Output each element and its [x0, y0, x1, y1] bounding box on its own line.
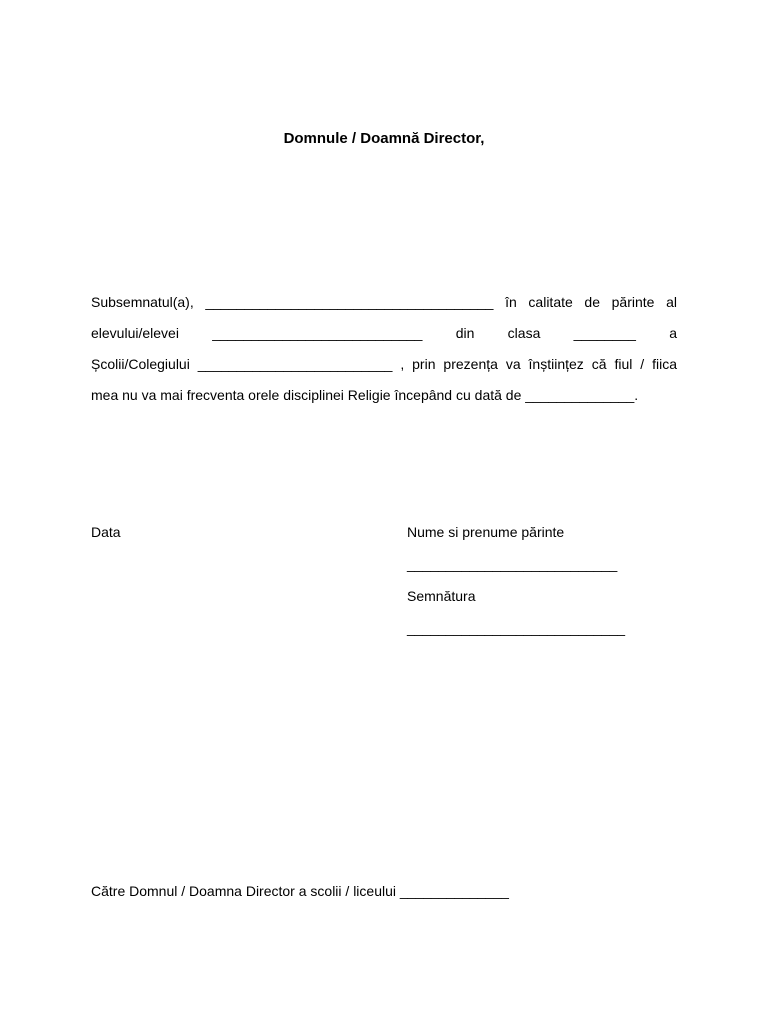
word: a	[669, 325, 677, 341]
word: că	[591, 356, 607, 372]
paragraph-line-3	[91, 349, 677, 380]
school-blank[interactable]: _________________________	[197, 356, 393, 372]
parent-name-label: Nume si prenume părinte	[407, 524, 565, 540]
word: va	[505, 356, 521, 372]
class-blank[interactable]: ________	[573, 325, 636, 341]
signature-label: Semnătura	[407, 588, 476, 604]
document-title: Domnule / Doamnă Director,	[283, 130, 485, 147]
word: al	[666, 294, 677, 310]
word: Subsemnatul(a),	[91, 294, 194, 310]
date-sentence: mea nu va mai frecventa orele disciplinei Religie începând cu dată de ______________.	[91, 387, 639, 403]
word: prezența	[443, 356, 498, 372]
paragraph-line-2	[91, 318, 677, 349]
name-blank[interactable]: _____________________________________	[205, 294, 494, 310]
word: în	[505, 294, 517, 310]
word: prin	[412, 356, 436, 372]
signature-blank[interactable]: ____________________________	[407, 620, 626, 636]
word: /	[640, 356, 645, 372]
word: fiica	[652, 356, 677, 372]
word: calitate	[528, 294, 573, 310]
date-label: Data	[91, 524, 121, 540]
paragraph-line-1	[91, 287, 677, 318]
word: fiul	[614, 356, 633, 372]
parent-signature-block	[407, 524, 625, 652]
word: clasa	[507, 325, 541, 341]
word: de	[584, 294, 600, 310]
parent-name-blank[interactable]: ___________________________	[407, 556, 618, 572]
word: ,	[400, 356, 405, 372]
paragraph-line-4	[91, 380, 677, 411]
word: elevului/elevei	[91, 325, 179, 341]
word: părinte	[611, 294, 655, 310]
word: înștiințez	[528, 356, 584, 372]
word: Școlii/Colegiului	[91, 356, 190, 372]
footer-addressee: Către Domnul / Doamna Director a scolii / liceului ______________	[91, 883, 509, 899]
word: din	[455, 325, 475, 341]
student-blank[interactable]: ___________________________	[212, 325, 423, 341]
request-paragraph	[91, 287, 677, 411]
